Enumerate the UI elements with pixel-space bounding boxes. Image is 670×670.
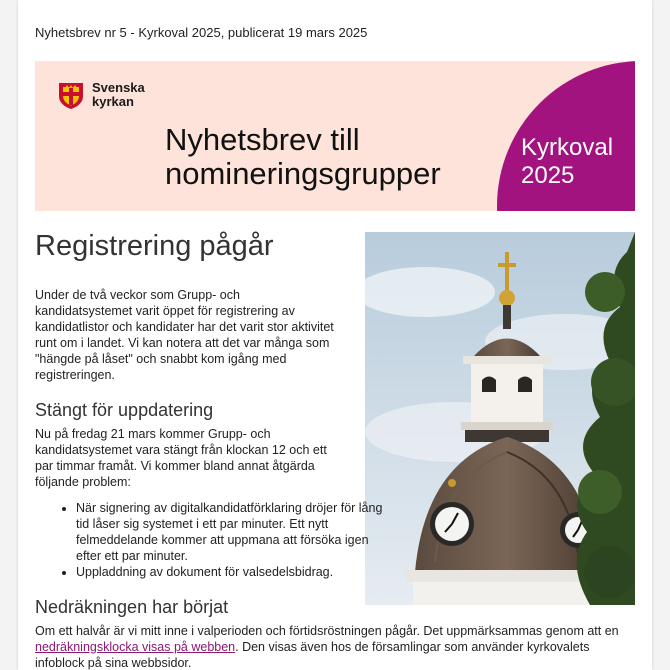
problem-list bbox=[35, 500, 388, 580]
banner-title bbox=[165, 123, 441, 191]
svenska-kyrkan-logo[interactable] bbox=[56, 80, 145, 110]
logo-line-1: Svenska bbox=[92, 80, 145, 95]
banner-title-line-1: Nyhetsbrev till bbox=[165, 122, 360, 157]
banner-title-line-2: nomineringsgrupper bbox=[165, 156, 441, 191]
article-heading: Registrering pågår bbox=[35, 230, 274, 262]
update-paragraph: Nu på fredag 21 mars kommer Grupp- och kandidatsystemet vara stängt från klockan 12 och ett par timmar framåt. Vi kommer bland annat åtgärda följande problem: bbox=[35, 427, 327, 489]
list-item: • Uppladdning av dokument för valsedelsbidrag. bbox=[76, 564, 388, 580]
newsletter-sheet bbox=[18, 0, 652, 670]
banner-election-label bbox=[521, 134, 613, 190]
section-heading-countdown: Nedräkningen har börjat bbox=[35, 597, 229, 617]
church-tower-photo bbox=[365, 232, 635, 605]
banner-side-line-2: 2025 bbox=[521, 162, 575, 189]
intro-paragraph: Under de två veckor som Grupp- och kandidatsystemet varit öppet för registrering av kandidatlistor och kandidater har det varit stor aktivitet runt om i landet. Vi kan notera att det var många som "hängde på låset" och snabbt kom igång med registreringen. bbox=[35, 288, 334, 382]
countdown-clock-link[interactable]: nedräkningsklocka visas på webben bbox=[35, 640, 236, 654]
countdown-text-after: . Den visas även hos de församlingar som använder kyrkovalets infoblock på sina webbsidor. bbox=[35, 640, 590, 670]
church-crest-icon bbox=[56, 80, 86, 110]
countdown-text-before: Om ett halvår är vi mitt inne i valperioden och förtidsröstningen pågår. Det uppmärksammas genom att en bbox=[35, 624, 619, 638]
newsletter-banner bbox=[35, 61, 635, 211]
logo-line-2: kyrkan bbox=[92, 94, 134, 109]
preheader-text: Nyhetsbrev nr 5 - Kyrkoval 2025, publicerat 19 mars 2025 bbox=[35, 25, 368, 40]
logo-wordmark bbox=[92, 81, 145, 109]
countdown-paragraph bbox=[35, 623, 635, 670]
list-item: • När signering av digitalkandidatförklaring dröjer för lång tid låser sig systemet i ett par minuter. Ett nytt felmeddelande kommer att uppmana att försöka igen efter ett par minuter. bbox=[76, 500, 388, 564]
section-heading-update: Stängt för uppdatering bbox=[35, 400, 214, 420]
banner-side-line-1: Kyrkoval bbox=[521, 134, 614, 161]
